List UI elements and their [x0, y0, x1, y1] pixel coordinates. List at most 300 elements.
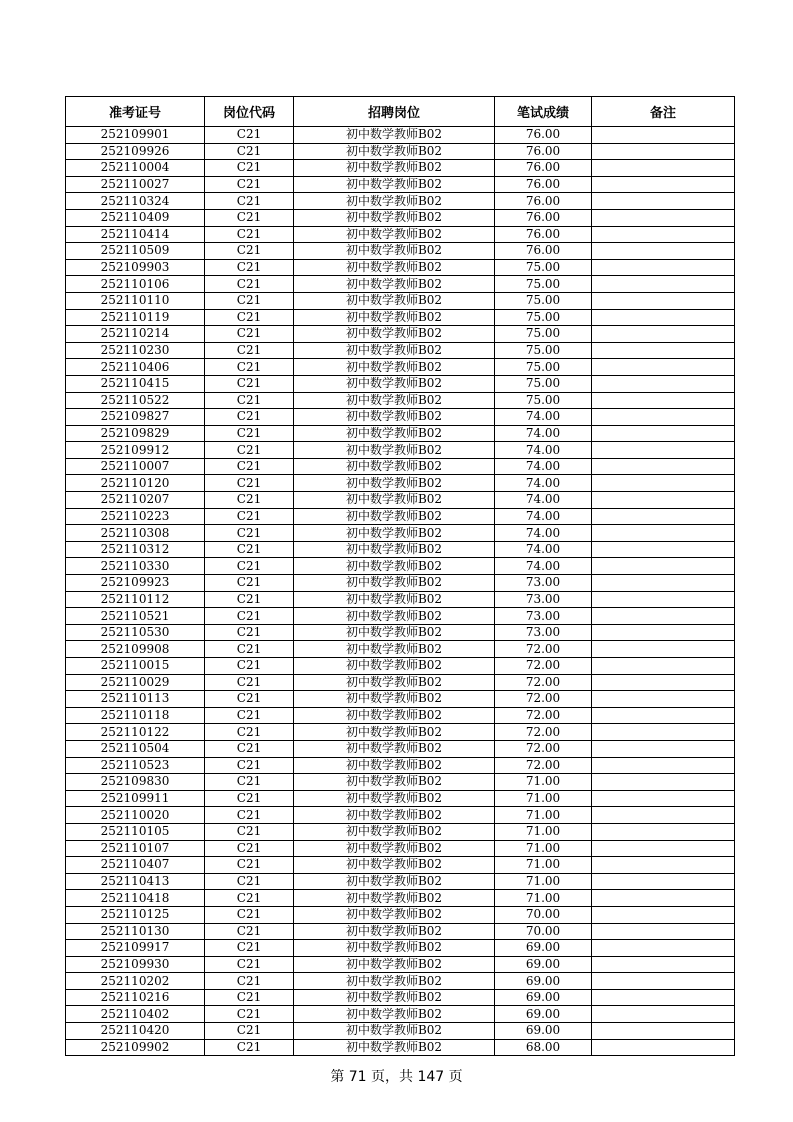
table-row [66, 608, 735, 625]
exam-id-cell: 252109902 [66, 1039, 205, 1056]
score-cell: 73.00 [495, 591, 592, 608]
position-name-cell: 初中数学教师B02 [294, 458, 495, 475]
score-cell: 74.00 [495, 458, 592, 475]
position-name-cell: 初中数学教师B02 [294, 624, 495, 641]
position-name-cell: 初中数学教师B02 [294, 774, 495, 791]
position-code-cell: C21 [205, 823, 294, 840]
position-name-cell: 初中数学教师B02 [294, 508, 495, 525]
position-code-cell: C21 [205, 757, 294, 774]
position-code-cell: C21 [205, 558, 294, 575]
remarks-cell [592, 375, 735, 392]
table-row [66, 691, 735, 708]
position-code-cell: C21 [205, 525, 294, 542]
position-code-cell: C21 [205, 127, 294, 144]
position-name-cell: 初中数学教师B02 [294, 823, 495, 840]
remarks-cell [592, 857, 735, 874]
score-cell: 74.00 [495, 475, 592, 492]
table-row [66, 575, 735, 592]
page-footer: 第 71 页，共 147 页 [330, 1069, 463, 1085]
position-code-cell: C21 [205, 807, 294, 824]
remarks-cell [592, 292, 735, 309]
position-name-cell: 初中数学教师B02 [294, 342, 495, 359]
score-cell: 74.00 [495, 558, 592, 575]
table-row [66, 923, 735, 940]
remarks-cell [592, 425, 735, 442]
exam-id-cell: 252110105 [66, 823, 205, 840]
score-cell: 75.00 [495, 326, 592, 343]
table-row [66, 774, 735, 791]
table-row [66, 989, 735, 1006]
position-name-cell: 初中数学教师B02 [294, 143, 495, 160]
remarks-cell [592, 691, 735, 708]
score-cell: 69.00 [495, 1023, 592, 1040]
position-name-cell: 初中数学教师B02 [294, 956, 495, 973]
position-code-cell: C21 [205, 475, 294, 492]
remarks-cell [592, 823, 735, 840]
position-name-cell: 初中数学教师B02 [294, 309, 495, 326]
position-name-cell: 初中数学教师B02 [294, 840, 495, 857]
remarks-cell [592, 508, 735, 525]
position-code-cell: C21 [205, 906, 294, 923]
position-code-cell: C21 [205, 309, 294, 326]
exam-id-cell: 252110107 [66, 840, 205, 857]
exam-id-cell: 252110113 [66, 691, 205, 708]
table-row [66, 292, 735, 309]
remarks-cell [592, 326, 735, 343]
table-row [66, 807, 735, 824]
score-cell: 76.00 [495, 143, 592, 160]
exam-id-cell: 252110112 [66, 591, 205, 608]
position-code-cell: C21 [205, 1006, 294, 1023]
remarks-cell [592, 740, 735, 757]
remarks-cell [592, 209, 735, 226]
exam-id-cell: 252110420 [66, 1023, 205, 1040]
table-row [66, 276, 735, 293]
table-row [66, 641, 735, 658]
score-cell: 69.00 [495, 1006, 592, 1023]
exam-id-cell: 252110216 [66, 989, 205, 1006]
exam-id-cell: 252110223 [66, 508, 205, 525]
exam-id-cell: 252110415 [66, 375, 205, 392]
exam-id-cell: 252110230 [66, 342, 205, 359]
table-row [66, 658, 735, 675]
score-cell: 76.00 [495, 193, 592, 210]
remarks-cell [592, 193, 735, 210]
exam-id-cell: 252110402 [66, 1006, 205, 1023]
table-row [66, 740, 735, 757]
position-name-cell: 初中数学教师B02 [294, 641, 495, 658]
score-cell: 75.00 [495, 342, 592, 359]
remarks-cell [592, 624, 735, 641]
table-row [66, 226, 735, 243]
table-row [66, 873, 735, 890]
exam-id-cell: 252110509 [66, 243, 205, 260]
table-row [66, 492, 735, 509]
remarks-cell [592, 575, 735, 592]
position-code-cell: C21 [205, 674, 294, 691]
score-cell: 76.00 [495, 226, 592, 243]
score-cell: 75.00 [495, 292, 592, 309]
position-name-cell: 初中数学教师B02 [294, 160, 495, 177]
table-row [66, 475, 735, 492]
exam-id-cell: 252109827 [66, 409, 205, 426]
table-row [66, 392, 735, 409]
table-row [66, 127, 735, 144]
position-name-cell: 初中数学教师B02 [294, 259, 495, 276]
remarks-cell [592, 807, 735, 824]
score-cell: 72.00 [495, 757, 592, 774]
table-body [66, 127, 735, 1056]
position-code-cell: C21 [205, 691, 294, 708]
exam-id-cell: 252109930 [66, 956, 205, 973]
score-table [65, 96, 735, 1056]
position-name-cell: 初中数学教师B02 [294, 973, 495, 990]
table-header-row [66, 97, 735, 127]
position-code-cell: C21 [205, 541, 294, 558]
remarks-cell [592, 906, 735, 923]
exam-id-cell: 252109830 [66, 774, 205, 791]
score-cell: 72.00 [495, 724, 592, 741]
position-name-cell: 初中数学教师B02 [294, 857, 495, 874]
remarks-cell [592, 757, 735, 774]
exam-id-cell: 252109912 [66, 442, 205, 459]
position-code-cell: C21 [205, 326, 294, 343]
table-row [66, 857, 735, 874]
table-row [66, 193, 735, 210]
score-cell: 76.00 [495, 160, 592, 177]
table-row [66, 823, 735, 840]
remarks-cell [592, 674, 735, 691]
exam-id-cell: 252110120 [66, 475, 205, 492]
remarks-cell [592, 143, 735, 160]
score-cell: 69.00 [495, 973, 592, 990]
score-cell: 74.00 [495, 425, 592, 442]
position-code-cell: C21 [205, 209, 294, 226]
table-row [66, 508, 735, 525]
position-name-cell: 初中数学教师B02 [294, 176, 495, 193]
position-name-cell: 初中数学教师B02 [294, 923, 495, 940]
exam-id-cell: 252110324 [66, 193, 205, 210]
table-row [66, 707, 735, 724]
position-name-cell: 初中数学教师B02 [294, 658, 495, 675]
exam-id-cell: 252110202 [66, 973, 205, 990]
position-code-cell: C21 [205, 259, 294, 276]
exam-id-cell: 252110118 [66, 707, 205, 724]
header-remarks: 备注 [592, 97, 735, 127]
table-row [66, 1006, 735, 1023]
position-code-cell: C21 [205, 840, 294, 857]
position-name-cell: 初中数学教师B02 [294, 525, 495, 542]
position-name-cell: 初中数学教师B02 [294, 492, 495, 509]
position-name-cell: 初中数学教师B02 [294, 226, 495, 243]
remarks-cell [592, 608, 735, 625]
score-cell: 72.00 [495, 674, 592, 691]
position-name-cell: 初中数学教师B02 [294, 375, 495, 392]
exam-id-cell: 252110409 [66, 209, 205, 226]
position-code-cell: C21 [205, 890, 294, 907]
position-name-cell: 初中数学教师B02 [294, 425, 495, 442]
position-name-cell: 初中数学教师B02 [294, 276, 495, 293]
remarks-cell [592, 442, 735, 459]
score-cell: 71.00 [495, 774, 592, 791]
table-row [66, 342, 735, 359]
exam-id-cell: 252110122 [66, 724, 205, 741]
exam-id-cell: 252110214 [66, 326, 205, 343]
exam-id-cell: 252110007 [66, 458, 205, 475]
position-code-cell: C21 [205, 193, 294, 210]
remarks-cell [592, 160, 735, 177]
exam-id-cell: 252109926 [66, 143, 205, 160]
position-code-cell: C21 [205, 940, 294, 957]
position-code-cell: C21 [205, 176, 294, 193]
table-row [66, 757, 735, 774]
table-row [66, 1023, 735, 1040]
exam-id-cell: 252110414 [66, 226, 205, 243]
remarks-cell [592, 1039, 735, 1056]
position-code-cell: C21 [205, 923, 294, 940]
table-row [66, 442, 735, 459]
position-name-cell: 初中数学教师B02 [294, 558, 495, 575]
score-cell: 74.00 [495, 409, 592, 426]
position-name-cell: 初中数学教师B02 [294, 409, 495, 426]
remarks-cell [592, 1006, 735, 1023]
position-name-cell: 初中数学教师B02 [294, 442, 495, 459]
remarks-cell [592, 475, 735, 492]
header-position-code: 岗位代码 [205, 97, 294, 127]
score-cell: 75.00 [495, 276, 592, 293]
exam-id-cell: 252109917 [66, 940, 205, 957]
table-row [66, 890, 735, 907]
score-cell: 70.00 [495, 906, 592, 923]
table-row [66, 309, 735, 326]
position-code-cell: C21 [205, 375, 294, 392]
position-name-cell: 初中数学教师B02 [294, 873, 495, 890]
exam-id-cell: 252110407 [66, 857, 205, 874]
remarks-cell [592, 1023, 735, 1040]
table-row [66, 375, 735, 392]
position-code-cell: C21 [205, 658, 294, 675]
table-row [66, 243, 735, 260]
table-row [66, 160, 735, 177]
score-cell: 75.00 [495, 392, 592, 409]
score-cell: 72.00 [495, 740, 592, 757]
position-code-cell: C21 [205, 276, 294, 293]
remarks-cell [592, 774, 735, 791]
position-name-cell: 初中数学教师B02 [294, 757, 495, 774]
position-code-cell: C21 [205, 989, 294, 1006]
position-code-cell: C21 [205, 1039, 294, 1056]
remarks-cell [592, 658, 735, 675]
exam-id-cell: 252110015 [66, 658, 205, 675]
remarks-cell [592, 359, 735, 376]
position-name-cell: 初中数学教师B02 [294, 608, 495, 625]
exam-id-cell: 252110020 [66, 807, 205, 824]
exam-id-cell: 252109911 [66, 790, 205, 807]
remarks-cell [592, 541, 735, 558]
position-name-cell: 初中数学教师B02 [294, 1006, 495, 1023]
table-row [66, 790, 735, 807]
exam-id-cell: 252110029 [66, 674, 205, 691]
position-name-cell: 初中数学教师B02 [294, 740, 495, 757]
remarks-cell [592, 956, 735, 973]
remarks-cell [592, 342, 735, 359]
score-cell: 75.00 [495, 259, 592, 276]
score-cell: 68.00 [495, 1039, 592, 1056]
score-cell: 73.00 [495, 608, 592, 625]
remarks-cell [592, 790, 735, 807]
exam-id-cell: 252110027 [66, 176, 205, 193]
position-code-cell: C21 [205, 458, 294, 475]
table-row [66, 591, 735, 608]
score-cell: 72.00 [495, 707, 592, 724]
position-name-cell: 初中数学教师B02 [294, 724, 495, 741]
position-name-cell: 初中数学教师B02 [294, 707, 495, 724]
position-name-cell: 初中数学教师B02 [294, 790, 495, 807]
table-row [66, 176, 735, 193]
position-name-cell: 初中数学教师B02 [294, 359, 495, 376]
position-code-cell: C21 [205, 425, 294, 442]
exam-id-cell: 252109829 [66, 425, 205, 442]
exam-id-cell: 252110312 [66, 541, 205, 558]
position-code-cell: C21 [205, 226, 294, 243]
exam-id-cell: 252110106 [66, 276, 205, 293]
position-name-cell: 初中数学教师B02 [294, 475, 495, 492]
score-cell: 72.00 [495, 658, 592, 675]
position-name-cell: 初中数学教师B02 [294, 674, 495, 691]
remarks-cell [592, 409, 735, 426]
exam-id-cell: 252110004 [66, 160, 205, 177]
score-cell: 71.00 [495, 840, 592, 857]
position-code-cell: C21 [205, 492, 294, 509]
header-written-score: 笔试成绩 [495, 97, 592, 127]
remarks-cell [592, 840, 735, 857]
table-row [66, 674, 735, 691]
exam-id-cell: 252110413 [66, 873, 205, 890]
exam-id-cell: 252110523 [66, 757, 205, 774]
position-name-cell: 初中数学教师B02 [294, 326, 495, 343]
score-cell: 74.00 [495, 525, 592, 542]
remarks-cell [592, 243, 735, 260]
score-cell: 71.00 [495, 857, 592, 874]
table-row [66, 525, 735, 542]
position-name-cell: 初中数学教师B02 [294, 989, 495, 1006]
remarks-cell [592, 707, 735, 724]
table-row [66, 143, 735, 160]
position-code-cell: C21 [205, 624, 294, 641]
table-row [66, 973, 735, 990]
score-cell: 75.00 [495, 359, 592, 376]
score-cell: 69.00 [495, 940, 592, 957]
position-code-cell: C21 [205, 873, 294, 890]
position-code-cell: C21 [205, 608, 294, 625]
exam-id-cell: 252110110 [66, 292, 205, 309]
position-code-cell: C21 [205, 740, 294, 757]
position-name-cell: 初中数学教师B02 [294, 890, 495, 907]
position-code-cell: C21 [205, 591, 294, 608]
position-code-cell: C21 [205, 243, 294, 260]
position-code-cell: C21 [205, 143, 294, 160]
score-cell: 76.00 [495, 127, 592, 144]
remarks-cell [592, 309, 735, 326]
position-code-cell: C21 [205, 292, 294, 309]
remarks-cell [592, 873, 735, 890]
table-row [66, 425, 735, 442]
table-row [66, 956, 735, 973]
remarks-cell [592, 591, 735, 608]
exam-id-cell: 252110522 [66, 392, 205, 409]
position-name-cell: 初中数学教师B02 [294, 209, 495, 226]
position-code-cell: C21 [205, 973, 294, 990]
table-row [66, 624, 735, 641]
exam-id-cell: 252110125 [66, 906, 205, 923]
position-name-cell: 初中数学教师B02 [294, 541, 495, 558]
table-row [66, 906, 735, 923]
remarks-cell [592, 558, 735, 575]
exam-id-cell: 252110418 [66, 890, 205, 907]
table-row [66, 326, 735, 343]
remarks-cell [592, 176, 735, 193]
position-name-cell: 初中数学教师B02 [294, 691, 495, 708]
remarks-cell [592, 492, 735, 509]
header-exam-id: 准考证号 [66, 97, 205, 127]
remarks-cell [592, 525, 735, 542]
table-row [66, 541, 735, 558]
score-cell: 71.00 [495, 873, 592, 890]
exam-id-cell: 252109901 [66, 127, 205, 144]
score-cell: 72.00 [495, 641, 592, 658]
remarks-cell [592, 973, 735, 990]
table-row [66, 409, 735, 426]
table-row [66, 359, 735, 376]
table-row [66, 1039, 735, 1056]
exam-id-cell: 252110308 [66, 525, 205, 542]
position-name-cell: 初中数学教师B02 [294, 906, 495, 923]
score-cell: 69.00 [495, 989, 592, 1006]
table-row [66, 209, 735, 226]
table-row [66, 724, 735, 741]
remarks-cell [592, 940, 735, 957]
table-row [66, 558, 735, 575]
exam-id-cell: 252110521 [66, 608, 205, 625]
score-cell: 74.00 [495, 508, 592, 525]
position-code-cell: C21 [205, 707, 294, 724]
score-cell: 70.00 [495, 923, 592, 940]
score-cell: 75.00 [495, 375, 592, 392]
position-code-cell: C21 [205, 774, 294, 791]
position-code-cell: C21 [205, 641, 294, 658]
remarks-cell [592, 127, 735, 144]
position-name-cell: 初中数学教师B02 [294, 1023, 495, 1040]
table-row [66, 840, 735, 857]
exam-id-cell: 252110504 [66, 740, 205, 757]
remarks-cell [592, 259, 735, 276]
position-name-cell: 初中数学教师B02 [294, 193, 495, 210]
exam-id-cell: 252110530 [66, 624, 205, 641]
exam-id-cell: 252110406 [66, 359, 205, 376]
score-cell: 76.00 [495, 176, 592, 193]
exam-id-cell: 252109903 [66, 259, 205, 276]
position-code-cell: C21 [205, 857, 294, 874]
position-name-cell: 初中数学教师B02 [294, 127, 495, 144]
remarks-cell [592, 276, 735, 293]
score-table-container [65, 96, 734, 1056]
position-code-cell: C21 [205, 342, 294, 359]
remarks-cell [592, 890, 735, 907]
remarks-cell [592, 923, 735, 940]
remarks-cell [592, 458, 735, 475]
position-code-cell: C21 [205, 575, 294, 592]
position-code-cell: C21 [205, 956, 294, 973]
